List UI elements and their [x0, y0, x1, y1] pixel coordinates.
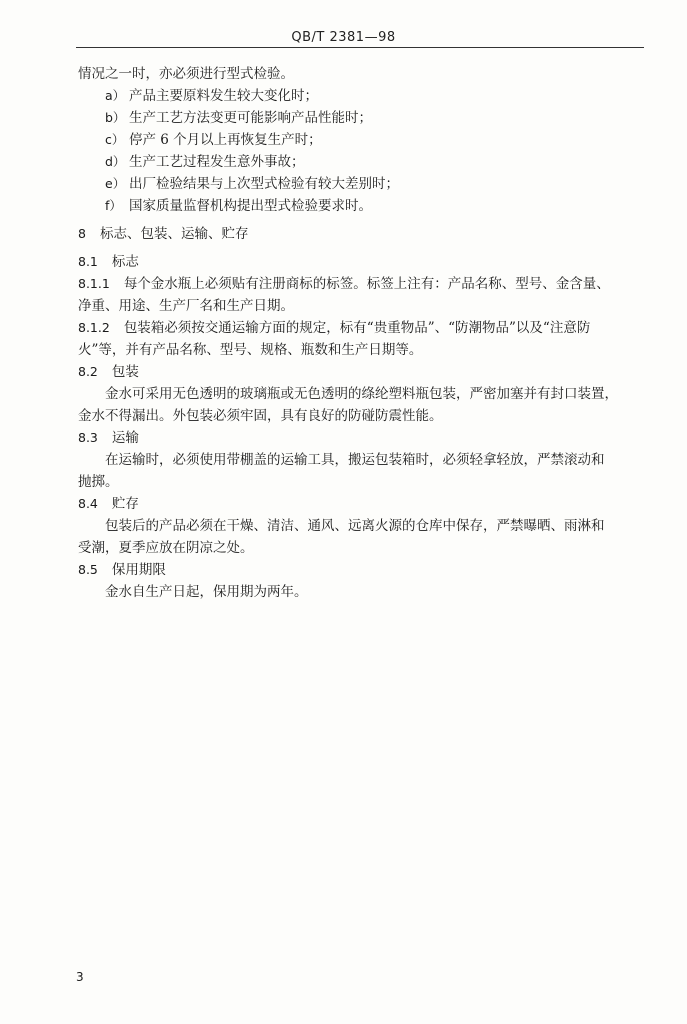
list-text: 停产 6 个月以上再恢复生产时；	[129, 132, 322, 148]
section-8-1-heading	[78, 251, 644, 273]
clause-8-4-line1: 包装后的产品必须在干燥、清洁、通风、远离火源的仓库中保存，严禁曝晒、雨淋和	[105, 518, 605, 534]
section-number: 8.1	[78, 254, 98, 269]
section-number: 8.5	[78, 562, 98, 577]
list-label: b）	[105, 110, 126, 125]
list-item-e	[78, 173, 644, 195]
list-item-c	[78, 129, 644, 151]
list-item-d	[78, 151, 644, 173]
list-item-a	[78, 85, 644, 107]
list-label: e）	[105, 176, 126, 191]
section-8-5-heading	[78, 559, 644, 581]
section-8-3-heading	[78, 427, 644, 449]
clause-8-2-line1: 金水可采用无色透明的玻璃瓶或无色透明的绦纶塑料瓶包装，严密加塞并有封口装置，	[105, 386, 618, 402]
clause-8-1-2-line1	[78, 317, 644, 339]
section-title: 标志、包装、运输、贮存	[99, 226, 249, 242]
section-number: 8.3	[78, 430, 98, 445]
clause-number: 8.1.1	[78, 276, 110, 291]
section-title: 运输	[111, 430, 139, 446]
list-text: 产品主要原料发生较大变化时；	[129, 88, 318, 104]
list-text: 生产工艺过程发生意外事故；	[129, 154, 305, 170]
clause-number: 8.1.2	[78, 320, 110, 335]
clause-8-1-2-line2: 火”等，并有产品名称、型号、规格、瓶数和生产日期等。	[78, 342, 423, 358]
section-title: 标志	[111, 254, 139, 270]
clause-8-4-line2: 受潮，夏季应放在阴凉之处。	[78, 540, 254, 556]
intro-line: 情况之一时，亦必须进行型式检验。	[78, 66, 294, 82]
section-number: 8.4	[78, 496, 98, 511]
section-title: 包装	[111, 364, 139, 380]
clause-text: 每个金水瓶上必须贴有注册商标的标签。标签上注有：产品名称、型号、金含量、	[123, 276, 610, 292]
clause-8-2-line2: 金水不得漏出。外包装必须牢固，具有良好的防碰防震性能。	[78, 408, 443, 424]
header-rule	[76, 47, 644, 48]
list-label: c）	[105, 132, 125, 147]
section-8-2-heading	[78, 361, 644, 383]
document-body	[78, 63, 644, 603]
page-number: 3	[76, 970, 84, 984]
list-text: 国家质量监督机构提出型式检验要求时。	[129, 198, 372, 214]
clause-8-5-line1: 金水自生产日起，保用期为两年。	[105, 584, 308, 600]
section-number: 8	[78, 226, 86, 241]
list-text: 出厂检验结果与上次型式检验有较大差别时；	[129, 176, 399, 192]
list-label: a）	[105, 88, 126, 103]
list-label: f）	[105, 198, 122, 213]
list-label: d）	[105, 154, 126, 169]
clause-8-3-line1: 在运输时，必须使用带棚盖的运输工具，搬运包装箱时，必须轻拿轻放，严禁滚动和	[105, 452, 605, 468]
clause-8-3-line2: 抛掷。	[78, 474, 119, 490]
section-title: 保用期限	[111, 562, 166, 578]
list-item-b	[78, 107, 644, 129]
section-title: 贮存	[111, 496, 139, 512]
clause-text: 包装箱必须按交通运输方面的规定，标有“贵重物品”、“防潮物品”以及“注意防	[123, 320, 591, 336]
list-item-f	[78, 195, 644, 217]
section-number: 8.2	[78, 364, 98, 379]
clause-8-1-1-line2: 净重、用途、生产厂名和生产日期。	[78, 298, 294, 314]
standard-code: QB/T 2381—98	[291, 30, 396, 45]
section-8-heading	[78, 223, 644, 245]
section-8-4-heading	[78, 493, 644, 515]
list-text: 生产工艺方法变更可能影响产品性能时；	[129, 110, 372, 126]
clause-8-1-1-line1	[78, 273, 644, 295]
